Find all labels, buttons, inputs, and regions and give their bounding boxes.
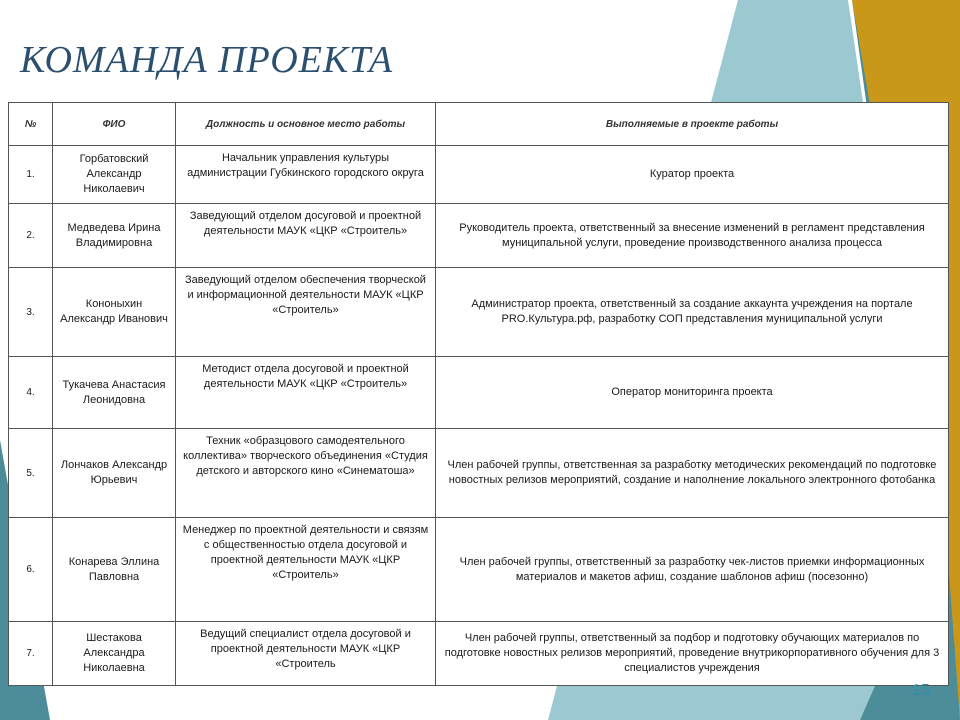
- cell-fio: Лончаков Александр Юрьевич: [53, 429, 176, 518]
- slide-title: КОМАНДА ПРОЕКТА: [20, 39, 394, 81]
- table-row: [9, 357, 949, 429]
- table-row: [9, 429, 949, 518]
- cell-fio: Медведева Ирина Владимировна: [53, 204, 176, 268]
- cell-number: 1.: [9, 146, 53, 204]
- cell-fio: Кононыхин Александр Иванович: [53, 268, 176, 357]
- table-row: [9, 146, 949, 204]
- cell-work: Оператор мониторинга проекта: [436, 357, 949, 429]
- cell-number: 6.: [9, 518, 53, 622]
- cell-fio: Конарева Эллина Павловна: [53, 518, 176, 622]
- cell-number: 7.: [9, 622, 53, 686]
- header-fio: ФИО: [53, 103, 176, 146]
- cell-number: 3.: [9, 268, 53, 357]
- cell-position: Начальник управления культуры администрации Губкинского городского округа: [176, 146, 436, 204]
- header-work: Выполняемые в проекте работы: [436, 103, 949, 146]
- cell-work: Член рабочей группы, ответственный за подбор и подготовку обучающих материалов по подготовке новостных релизов мероприятий, проведение внутрикорпоративного обучения для 3 специалистов учреждения: [436, 622, 949, 686]
- cell-number: 5.: [9, 429, 53, 518]
- cell-position: Менеджер по проектной деятельности и связям с общественностью отдела досуговой и проектной деятельности МАУК «ЦКР «Строитель»: [176, 518, 436, 622]
- project-team-table: [8, 102, 949, 686]
- table-row: [9, 518, 949, 622]
- cell-work: Администратор проекта, ответственный за создание аккаунта учреждения на портале PRO.Культура.рф, разработку СОП представления муниципальной услуги: [436, 268, 949, 357]
- table-row: [9, 204, 949, 268]
- table-header-row: [9, 103, 949, 146]
- cell-work: Член рабочей группы, ответственная за разработку методических рекомендаций по подготовке новостных релизов мероприятий, создание и наполнение локального электронного фотобанка: [436, 429, 949, 518]
- cell-position: Заведующий отделом досуговой и проектной деятельности МАУК «ЦКР «Строитель»: [176, 204, 436, 268]
- cell-position: Техник «образцового самодеятельного коллектива» творческого объединения «Студия детского и авторского кино «Синематоша»: [176, 429, 436, 518]
- cell-work: Член рабочей группы, ответственный за разработку чек-листов приемки информационных материалов и макетов афиш, создание шаблонов афиш (посезонно): [436, 518, 949, 622]
- cell-position: Ведущий специалист отдела досуговой и проектной деятельности МАУК «ЦКР «Строитель: [176, 622, 436, 686]
- cell-work: Руководитель проекта, ответственный за внесение изменений в регламент представления муниципальной услуги, проведение производственного анализа процесса: [436, 204, 949, 268]
- cell-fio: Тукачева Анастасия Леонидовна: [53, 357, 176, 429]
- cell-number: 4.: [9, 357, 53, 429]
- page-number: 15: [912, 682, 930, 699]
- table-row: [9, 622, 949, 686]
- header-position: Должность и основное место работы: [176, 103, 436, 146]
- cell-fio: Горбатовский Александр Николаевич: [53, 146, 176, 204]
- cell-number: 2.: [9, 204, 53, 268]
- cell-fio: Шестакова Александра Николаевна: [53, 622, 176, 686]
- cell-position: Заведующий отделом обеспечения творческой и информационной деятельности МАУК «ЦКР «Строитель»: [176, 268, 436, 357]
- cell-work: Куратор проекта: [436, 146, 949, 204]
- cell-position: Методист отдела досуговой и проектной деятельности МАУК «ЦКР «Строитель»: [176, 357, 436, 429]
- header-number: №: [9, 103, 53, 146]
- table-row: [9, 268, 949, 357]
